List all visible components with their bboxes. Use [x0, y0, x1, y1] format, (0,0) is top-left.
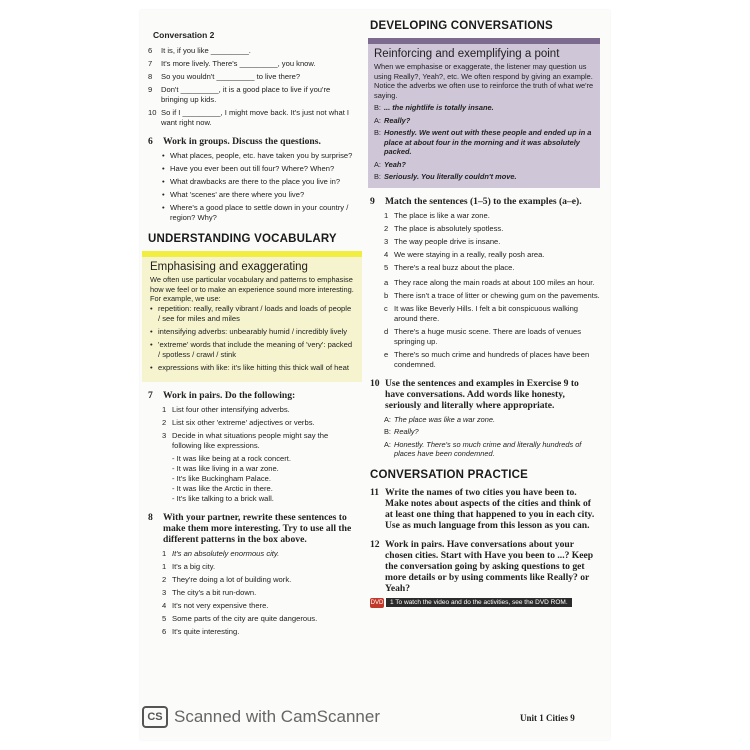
dvd-note-text: 1 To watch the video and do the activities, see the DVD ROM. [386, 598, 572, 607]
question-bullet: • What places, people, etc. have taken you by surprise? [162, 151, 358, 161]
conversation-item [148, 108, 358, 128]
conversation-item [148, 59, 358, 69]
heading-developing-conversations: DEVELOPING CONVERSATIONS [370, 20, 553, 32]
item-text: It is, if you like _________. [161, 46, 251, 55]
task-7-item [162, 431, 358, 451]
camscanner-watermark [142, 706, 380, 728]
item-number: e [384, 349, 389, 359]
item-text: It's quite interesting. [172, 626, 240, 636]
box-title-bar [368, 38, 600, 44]
task-10: 10 Use the sentences and examples in Exercise 9 to have conversations. Add words like honesty, seriously and literally where appropriate. [370, 377, 579, 411]
speaker: B: [374, 103, 381, 112]
line-text: Really? [394, 427, 419, 436]
item-number: 4 [384, 249, 389, 259]
task-8-item [162, 588, 358, 598]
item-text: We were staying in a really, really posh area. [394, 249, 545, 259]
sentence-item [384, 250, 600, 260]
dialog-line [374, 160, 594, 170]
expression-item: - It's like talking to a brick wall. [172, 493, 274, 503]
box-bullets [150, 304, 354, 373]
box-bullet: • 'extreme' words that include the meaning of 'very': packed / spotless / crawl / stink [150, 340, 354, 360]
task-8-example: 1 It's an absolutely enormous city. [162, 548, 280, 558]
line-text: ... the nightlife is totally insane. [384, 103, 494, 112]
box-bullet: • expressions with like: it's like hitting this thick wall of heat [150, 363, 354, 373]
dvd-note [370, 598, 600, 608]
dialog-line [374, 116, 594, 126]
speaker: A: [384, 414, 391, 424]
speaker: A: [384, 439, 391, 449]
page-footer: Unit 1 Cities 9 [520, 713, 575, 723]
dialog-line [374, 103, 594, 113]
item-number: 9 [148, 85, 153, 94]
item-text: It's not very expensive there. [172, 600, 269, 610]
box-title-bar [142, 251, 362, 257]
item-number: 2 [162, 574, 167, 584]
item-text: Some parts of the city are quite dangerous. [172, 613, 318, 623]
item-number: 7 [148, 59, 153, 68]
item-text: It was like Beverly Hills. I felt a bit conspicuous walking around there. [394, 303, 579, 323]
line-text: Really? [384, 115, 411, 125]
task-8-item [162, 614, 358, 624]
item-text: The way people drive is insane. [394, 236, 501, 246]
right-column [370, 20, 600, 608]
box-dialog [374, 103, 594, 182]
conversation-item [148, 72, 358, 82]
emphasising-box [142, 251, 362, 382]
sentence-item [384, 211, 600, 221]
item-text: Decide in what situations people might say the following like expressions. [172, 430, 329, 450]
item-text: It's more lively. There's _________, you know. [161, 59, 316, 68]
task-6-bullets [162, 151, 358, 223]
task-7-items [148, 405, 358, 451]
item-number: c [384, 303, 388, 313]
expression-item: - It was like the Arctic in there. [172, 483, 273, 493]
question-bullet: • Have you ever been out till four? Where? When? [162, 164, 358, 174]
task-7-item [162, 418, 358, 428]
item-number: 1 [162, 561, 167, 571]
item-text: The place is like a war zone. [394, 210, 490, 220]
item-number: 6 [162, 626, 167, 636]
task-10-dialog [384, 415, 600, 459]
line-text: Seriously. You literally couldn't move. [384, 172, 517, 181]
conversation-title: Conversation 2 [153, 30, 215, 40]
item-number: a [384, 277, 389, 287]
item-text: It's a big city. [172, 561, 216, 571]
reinforcing-box [368, 38, 600, 188]
box-title: Reinforcing and exemplifying a point [374, 48, 560, 60]
item-text: So if I _________, I might move back. It's just not what I want right now. [161, 108, 350, 127]
task-11: 11 Write the names of two cities you have been to. Make notes about aspects of the cities and think of at least one thing that happened to you in each city. Use as much language from this lesson as you can. [370, 486, 595, 531]
item-text: They're doing a lot of building work. [172, 574, 292, 584]
item-number: 8 [148, 72, 153, 81]
dialog-line [384, 440, 600, 459]
sentence-item [384, 237, 600, 247]
item-text: They race along the main roads at about 100 miles an hour. [394, 277, 595, 287]
camscanner-logo-icon: CS [142, 706, 168, 728]
box-bullet: • repetition: really, really vibrant / loads and loads of people / see for miles and miles [150, 304, 354, 324]
item-text: There isn't a trace of litter or chewing gum on the pavements. [394, 290, 600, 300]
dialog-line [384, 427, 600, 437]
example-item [384, 278, 600, 288]
question-bullet: • What drawbacks are there to the place you live in? [162, 177, 358, 187]
task-8-item [162, 601, 358, 611]
left-column [148, 30, 358, 640]
item-text: The city's a bit run-down. [172, 587, 257, 597]
speaker: B: [374, 172, 381, 181]
item-number: 10 [148, 108, 157, 117]
task-7-item [162, 405, 358, 415]
camscanner-text: Scanned with CamScanner [174, 707, 381, 726]
example-item [384, 350, 600, 370]
item-number: 2 [162, 417, 167, 427]
task-8-item [162, 575, 358, 585]
item-text: Don't _________, it is a good place to live if you're bringing up kids. [161, 85, 331, 104]
item-number: 3 [384, 236, 389, 246]
item-number: 5 [162, 613, 167, 623]
task-9: 9 Match the sentences (1–5) to the examples (a–e). [370, 195, 582, 207]
item-text: List four other intensifying adverbs. [172, 404, 290, 414]
item-text: There's a real buzz about the place. [394, 262, 515, 272]
example-item [384, 291, 600, 301]
box-title: Emphasising and exaggerating [150, 261, 308, 273]
speaker: A: [374, 159, 381, 169]
task-9-examples [370, 278, 600, 370]
item-number: 3 [162, 587, 167, 597]
dialog-line [384, 415, 600, 425]
task-8: 8 With your partner, rewrite these sentences to make them more interesting. Try to use all the different patterns in the box above. [148, 511, 352, 545]
box-intro: We often use particular vocabulary and patterns to emphasise how we feel or to make an experience sound more interesting. For example, we use: [150, 275, 354, 303]
item-number: b [384, 290, 389, 300]
item-text: So you wouldn't _________ to live there? [161, 72, 301, 81]
item-number: d [384, 326, 389, 336]
dialog-line [374, 128, 594, 157]
speaker: B: [384, 427, 391, 436]
task-8-item [162, 562, 358, 572]
task-7: 7 Work in pairs. Do the following: [148, 389, 296, 401]
dialog-line [374, 172, 594, 182]
example-item [384, 327, 600, 347]
item-number: 3 [162, 430, 167, 440]
item-number: 1 [162, 404, 167, 414]
example-item [384, 304, 600, 324]
box-bullet: • intensifying adverbs: unbearably humid / incredibly lively [150, 327, 354, 337]
sentence-item [384, 224, 600, 234]
item-text: There's a huge music scene. There are loads of venues springing up. [394, 326, 582, 346]
conversation-item [148, 85, 358, 105]
task-8-items [148, 562, 358, 637]
heading-conversation-practice: CONVERSATION PRACTICE [370, 468, 528, 481]
item-number: 5 [384, 262, 389, 272]
conversation-list [148, 46, 358, 128]
task-6: 6 Work in groups. Discuss the questions. [148, 136, 321, 147]
speaker: B: [374, 128, 381, 137]
item-text: List six other 'extreme' adjectives or verbs. [172, 417, 315, 427]
line-text: The place was like a war zone. [394, 414, 496, 424]
question-bullet: • Where's a good place to settle down in your country / region? Why? [162, 203, 358, 223]
speaker: A: [374, 115, 381, 125]
item-text: The place is absolutely spotless. [394, 223, 504, 233]
item-text: There's so much crime and hundreds of places have been condemned. [394, 349, 590, 369]
expression-item: - It's like Buckingham Palace. [172, 473, 271, 483]
expression-item: - It was like being at a rock concert. [172, 453, 292, 463]
task-9-sentences [370, 211, 600, 273]
task-12: 12 Work in pairs. Have conversations about your chosen cities. Start with Have you been to ...? Keep the conversation going by asking questions to get more details or by using comments like Really? or Yeah? [370, 538, 594, 594]
video-camera-icon: DVD [370, 599, 384, 606]
line-text: Honestly. There's so much crime and literally hundreds of places have been condemned. [394, 439, 582, 458]
expression-item: - It was like living in a war zone. [172, 463, 279, 473]
item-number: 1 [384, 210, 389, 220]
item-number: 4 [162, 600, 167, 610]
line-text: Honestly. We went out with these people and ended up in a place at about four in the morning and it was absolutely packed. [384, 128, 592, 156]
task-7-expressions [172, 454, 358, 504]
item-number: 2 [384, 223, 389, 233]
item-number: 6 [148, 46, 153, 55]
question-bullet: • What 'scenes' are there where you live? [162, 190, 358, 200]
box-intro: When we emphasise or exaggerate, the listener may question us using Really?, Yeah?, etc. We often respond by giving an example. Notice the adverbs we often use to reinforce the truth of what we're saying. [374, 62, 594, 100]
heading-understanding-vocabulary: UNDERSTANDING VOCABULARY [148, 233, 337, 245]
task-8-item [162, 627, 358, 637]
conversation-item [148, 46, 358, 56]
line-text: Yeah? [384, 159, 406, 169]
sentence-item [384, 263, 600, 273]
